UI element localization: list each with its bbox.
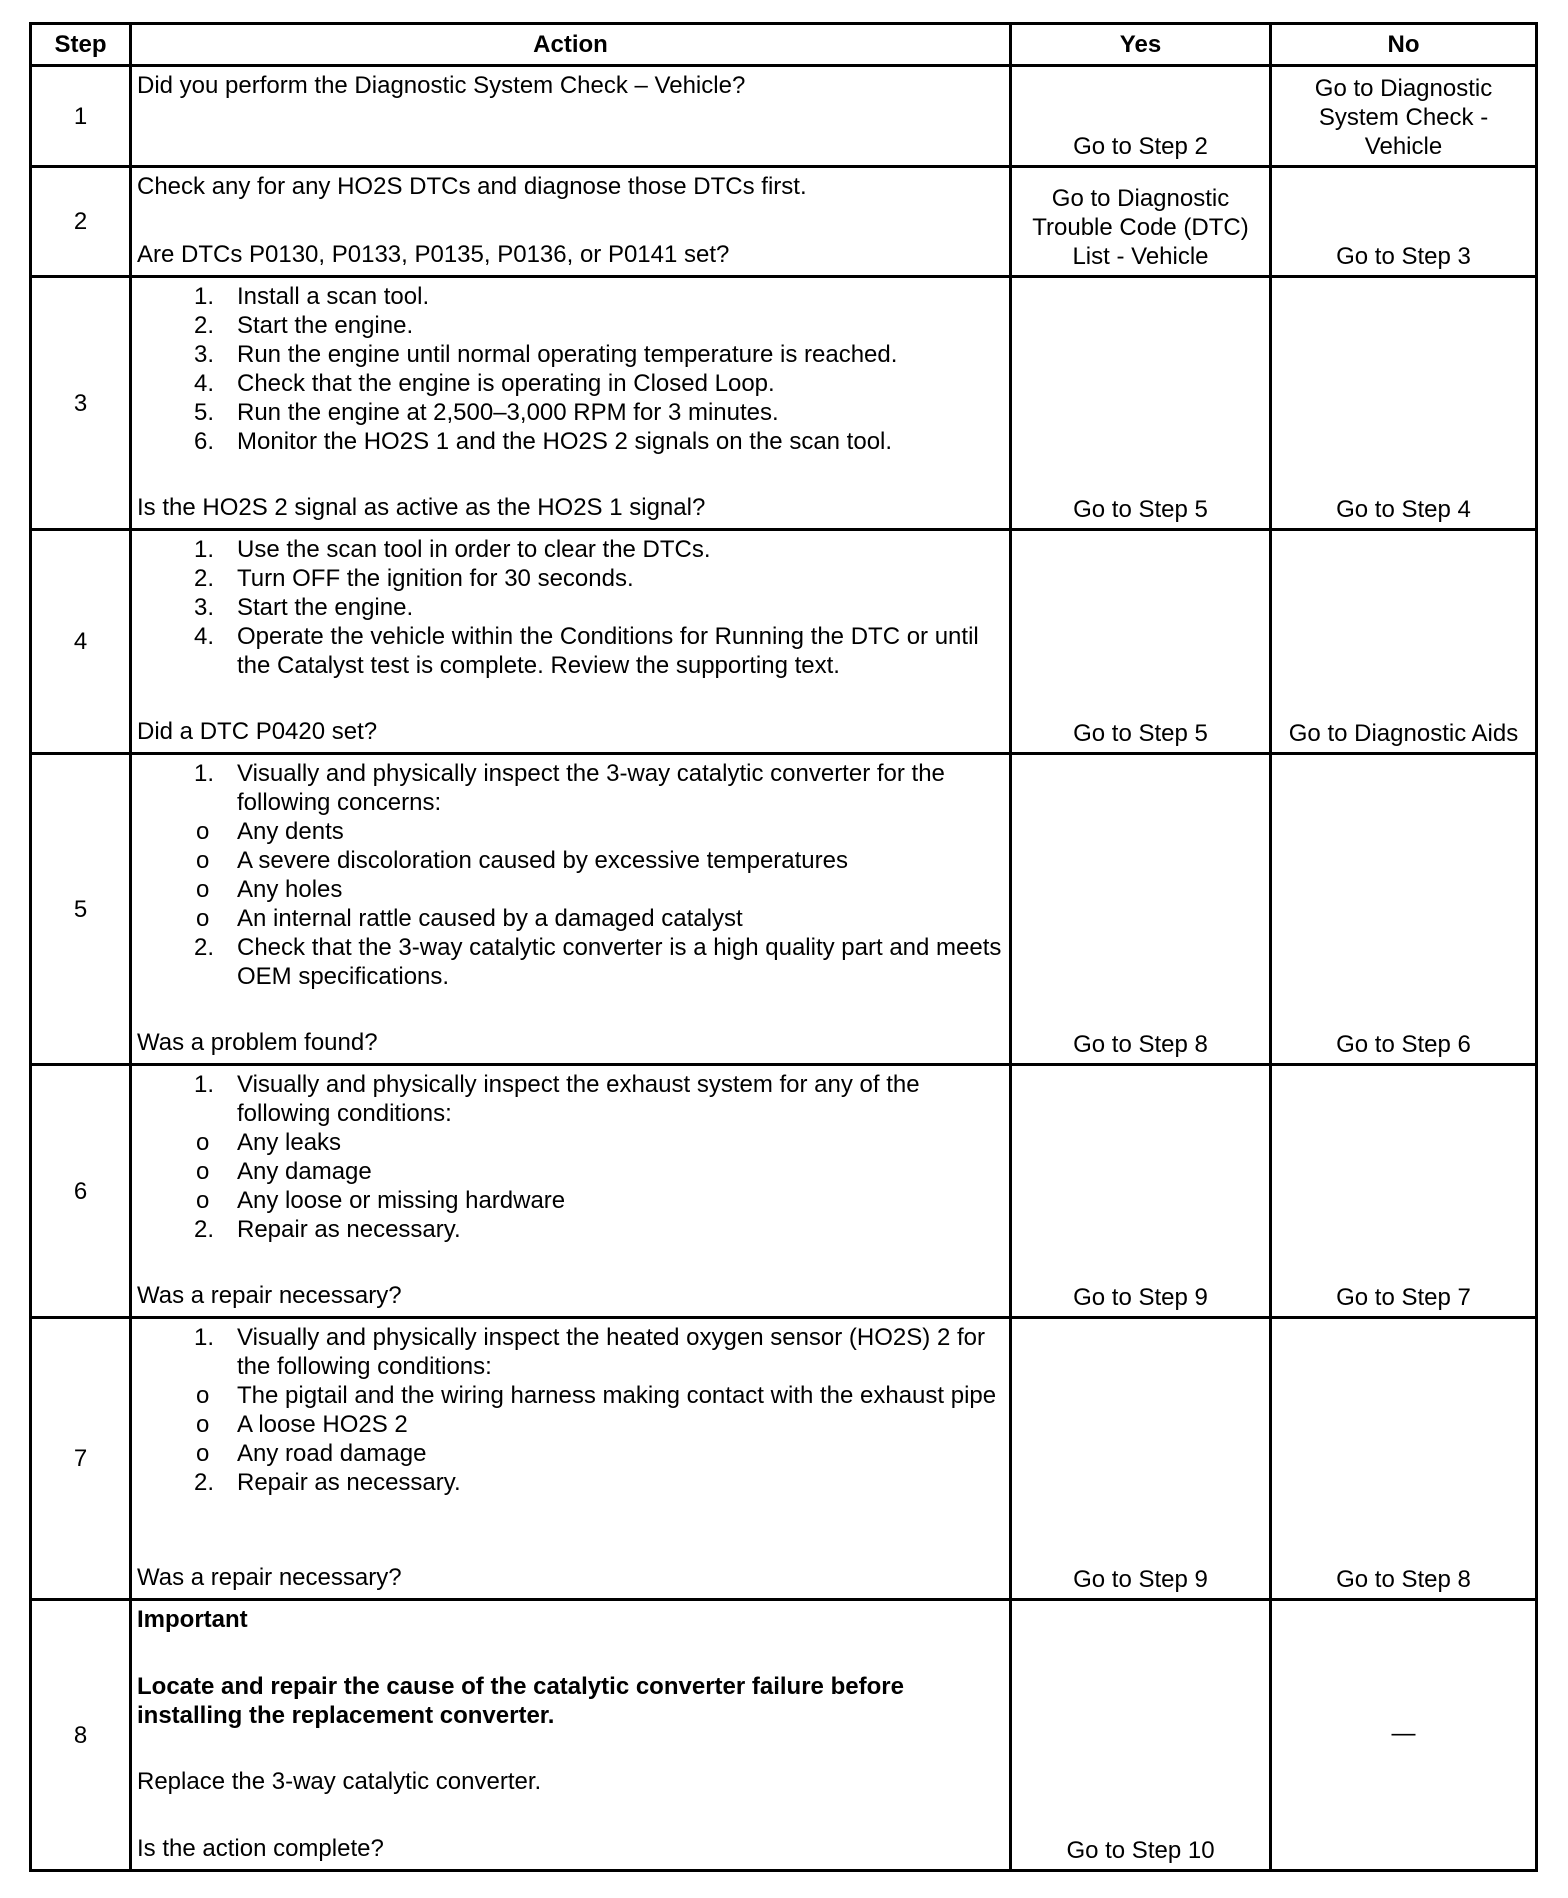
bullet: o [196,847,210,874]
list-item [137,1070,1005,1128]
header-action: Action [131,24,1011,66]
action-question: Was a problem found? [137,1029,378,1056]
sub-text: A severe discoloration caused by excessive temperatures [237,847,848,874]
yes-cell: Go to Step 5 [1011,277,1271,530]
sub-list [137,1381,1005,1468]
action-cell [131,1318,1011,1600]
table-row [31,530,1537,754]
bullet: o [196,1440,210,1467]
header-yes: Yes [1011,24,1271,66]
sub-item [137,1439,1005,1468]
step-list [137,282,1005,456]
table-row [31,167,1537,277]
item-number: 2. [193,934,214,961]
bullet: o [196,1129,210,1156]
sub-item [137,1410,1005,1439]
list-item [137,622,1005,680]
no-cell: Go to Diagnostic System Check - Vehicle [1271,66,1537,167]
step-number: 3 [31,277,131,530]
bullet: o [196,905,210,932]
sub-item [137,1186,1005,1215]
header-step: Step [31,24,131,66]
item-number: 1. [193,1324,214,1351]
item-text: Install a scan tool. [237,283,430,310]
step-number: 8 [31,1600,131,1871]
sub-text: Any damage [237,1158,372,1185]
action-cell [131,66,1011,167]
bullet: o [196,876,210,903]
item-number: 1. [193,536,214,563]
no-cell: Go to Step 3 [1271,167,1537,277]
step-number: 6 [31,1065,131,1318]
yes-cell: Go to Step 5 [1011,530,1271,754]
sub-item [137,846,1005,875]
list-item [137,1323,1005,1381]
item-text: Start the engine. [237,594,414,621]
step-number: 1 [31,66,131,167]
action-question: Did you perform the Diagnostic System Check – Vehicle? [137,72,746,99]
action-cell [131,277,1011,530]
sub-list [137,1128,1005,1215]
step-list [137,1070,1005,1128]
list-item [137,564,1005,593]
yes-cell: Go to Step 9 [1011,1065,1271,1318]
item-text: Check that the engine is operating in Closed Loop. [237,370,775,397]
action-question: Are DTCs P0130, P0133, P0135, P0136, or P0141 set? [137,241,730,268]
item-number: 2. [193,312,214,339]
list-item [137,933,1005,991]
header-no: No [1271,24,1537,66]
step-list [137,1215,1005,1244]
item-number: 3. [193,594,214,621]
item-number: 6. [193,428,214,455]
bullet: o [196,1187,210,1214]
table-row [31,1600,1537,1871]
bullet: o [196,1382,210,1409]
action-intro: Check any for any HO2S DTCs and diagnose those DTCs first. [137,173,807,200]
sub-item [137,875,1005,904]
yes-cell: Go to Step 9 [1011,1318,1271,1600]
important-label: Important [137,1606,248,1633]
item-text: Visually and physically inspect the heated oxygen sensor (HO2S) 2 for the following conditions: [237,1324,985,1380]
no-cell: Go to Step 6 [1271,754,1537,1065]
yes-cell: Go to Step 2 [1011,66,1271,167]
item-number: 2. [193,1469,214,1496]
item-text: Run the engine until normal operating temperature is reached. [237,341,898,368]
item-text: Monitor the HO2S 1 and the HO2S 2 signals on the scan tool. [237,428,893,455]
sub-text: Any holes [237,876,343,903]
item-text: Run the engine at 2,500–3,000 RPM for 3 minutes. [237,399,779,426]
step-list [137,1323,1005,1381]
list-item [137,593,1005,622]
sub-text: A loose HO2S 2 [237,1411,408,1438]
list-item [137,1468,1005,1497]
yes-cell: Go to Step 10 [1011,1600,1271,1871]
step-number: 7 [31,1318,131,1600]
item-text: Repair as necessary. [237,1216,461,1243]
table-row [31,1065,1537,1318]
table-row [31,1318,1537,1600]
sub-text: Any dents [237,818,344,845]
list-item [137,340,1005,369]
item-text: Operate the vehicle within the Conditions for Running the DTC or until the Catalyst test is complete. Review the supporting text. [237,623,979,679]
sub-item [137,1157,1005,1186]
yes-cell: Go to Step 8 [1011,754,1271,1065]
list-item [137,369,1005,398]
action-cell [131,1600,1011,1871]
action-cell [131,167,1011,277]
no-cell: Go to Step 4 [1271,277,1537,530]
sub-item [137,1381,1005,1410]
important-text: Locate and repair the cause of the catalytic converter failure before installing the replacement converter. [137,1672,904,1729]
item-number: 2. [193,1216,214,1243]
step-list [137,933,1005,991]
sub-item [137,817,1005,846]
item-number: 1. [193,1071,214,1098]
action-cell [131,1065,1011,1318]
header-row [31,24,1537,66]
sub-item [137,1128,1005,1157]
action-cell [131,754,1011,1065]
item-text: Use the scan tool in order to clear the DTCs. [237,536,711,563]
item-text: Visually and physically inspect the exhaust system for any of the following conditions: [237,1071,920,1127]
item-text: Start the engine. [237,312,414,339]
bullet: o [196,818,210,845]
sub-list [137,817,1005,933]
item-number: 5. [193,399,214,426]
item-text: Check that the 3-way catalytic converter is a high quality part and meets OEM specifications. [237,934,1002,990]
list-item [137,398,1005,427]
action-question: Is the action complete? [137,1834,384,1862]
table-row [31,277,1537,530]
list-item [137,759,1005,817]
action-question: Was a repair necessary? [137,1282,402,1309]
diagnostic-table [29,22,1538,1872]
step-number: 2 [31,167,131,277]
no-cell: Go to Diagnostic Aids [1271,530,1537,754]
list-item [137,311,1005,340]
action-question: Was a repair necessary? [137,1564,402,1591]
item-text: Turn OFF the ignition for 30 seconds. [237,565,634,592]
no-cell: Go to Step 7 [1271,1065,1537,1318]
item-number: 1. [193,760,214,787]
list-item [137,1215,1005,1244]
step-list [137,1468,1005,1497]
action-question: Did a DTC P0420 set? [137,718,378,745]
sub-text: Any road damage [237,1440,427,1467]
step-list [137,535,1005,680]
no-cell: Go to Step 8 [1271,1318,1537,1600]
action-question: Is the HO2S 2 signal as active as the HO2S 1 signal? [137,494,706,521]
no-cell: — [1271,1600,1537,1871]
action-cell [131,530,1011,754]
step-list [137,759,1005,817]
item-text: Repair as necessary. [237,1469,461,1496]
bullet: o [196,1158,210,1185]
item-number: 2. [193,565,214,592]
item-number: 4. [193,370,214,397]
step-number: 4 [31,530,131,754]
sub-text: An internal rattle caused by a damaged catalyst [237,905,743,932]
sub-text: The pigtail and the wiring harness making contact with the exhaust pipe [237,1382,997,1409]
item-number: 4. [193,623,214,650]
yes-cell: Go to Diagnostic Trouble Code (DTC) List - Vehicle [1011,167,1271,277]
table-row [31,66,1537,167]
step-number: 5 [31,754,131,1065]
sub-item [137,904,1005,933]
list-item [137,427,1005,456]
list-item [137,535,1005,564]
sub-text: Any loose or missing hardware [237,1187,566,1214]
item-text: Visually and physically inspect the 3-way catalytic converter for the following concerns: [237,760,945,816]
table-row [31,754,1537,1065]
action-instruction: Replace the 3-way catalytic converter. [137,1768,542,1796]
bullet: o [196,1411,210,1438]
item-number: 1. [193,283,214,310]
sub-text: Any leaks [237,1129,342,1156]
item-number: 3. [193,341,214,368]
list-item [137,282,1005,311]
